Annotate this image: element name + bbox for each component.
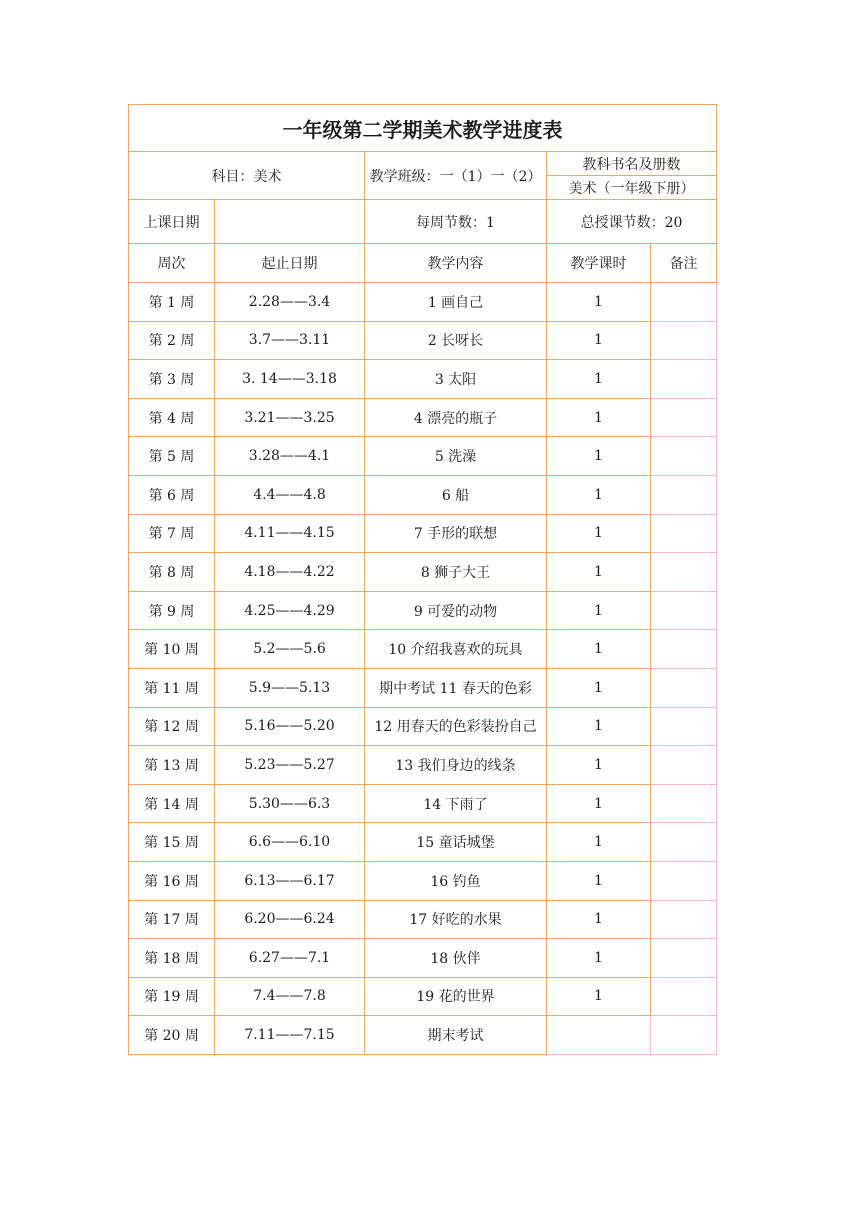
header-note: 备注 bbox=[651, 244, 717, 283]
note-cell bbox=[651, 437, 717, 476]
content-cell: 期中考试 11 春天的色彩 bbox=[365, 668, 547, 707]
content-cell: 9 可爱的动物 bbox=[365, 591, 547, 630]
content-cell: 5 洗澡 bbox=[365, 437, 547, 476]
week-cell: 第 16 周 bbox=[129, 861, 215, 900]
week-cell: 第 17 周 bbox=[129, 900, 215, 939]
content-cell: 10 介绍我喜欢的玩具 bbox=[365, 630, 547, 669]
note-cell bbox=[651, 668, 717, 707]
week-cell: 第 19 周 bbox=[129, 977, 215, 1016]
week-cell: 第 3 周 bbox=[129, 360, 215, 399]
note-cell bbox=[651, 977, 717, 1016]
note-cell bbox=[651, 591, 717, 630]
dates-cell: 5.2——5.6 bbox=[215, 630, 365, 669]
dates-cell: 3.21——3.25 bbox=[215, 398, 365, 437]
table-row bbox=[129, 823, 717, 862]
week-cell: 第 2 周 bbox=[129, 321, 215, 360]
table-row bbox=[129, 1016, 717, 1055]
table-row bbox=[129, 553, 717, 592]
note-cell bbox=[651, 475, 717, 514]
dates-cell: 5.9——5.13 bbox=[215, 668, 365, 707]
dates-cell: 5.23——5.27 bbox=[215, 746, 365, 785]
table-row bbox=[129, 591, 717, 630]
dates-cell: 6.27——7.1 bbox=[215, 939, 365, 978]
week-cell: 第 12 周 bbox=[129, 707, 215, 746]
table-row bbox=[129, 707, 717, 746]
week-cell: 第 8 周 bbox=[129, 553, 215, 592]
hours-cell: 1 bbox=[547, 321, 651, 360]
table-row bbox=[129, 900, 717, 939]
week-cell: 第 7 周 bbox=[129, 514, 215, 553]
weekly-lessons-cell: 每周节数：1 bbox=[365, 200, 547, 244]
week-cell: 第 14 周 bbox=[129, 784, 215, 823]
book-value-cell: 美术（一年级下册） bbox=[547, 176, 717, 200]
table-row bbox=[129, 861, 717, 900]
week-cell: 第 13 周 bbox=[129, 746, 215, 785]
hours-cell: 1 bbox=[547, 900, 651, 939]
note-cell bbox=[651, 630, 717, 669]
note-cell bbox=[651, 823, 717, 862]
hours-cell: 1 bbox=[547, 939, 651, 978]
content-cell: 19 花的世界 bbox=[365, 977, 547, 1016]
table-row bbox=[129, 668, 717, 707]
content-cell: 3 太阳 bbox=[365, 360, 547, 399]
dates-cell: 4.4——4.8 bbox=[215, 475, 365, 514]
hours-cell: 1 bbox=[547, 668, 651, 707]
dates-cell: 6.20——6.24 bbox=[215, 900, 365, 939]
header-dates: 起止日期 bbox=[215, 244, 365, 283]
hours-cell: 1 bbox=[547, 630, 651, 669]
dates-cell: 5.30——6.3 bbox=[215, 784, 365, 823]
content-cell: 12 用春天的色彩装扮自己 bbox=[365, 707, 547, 746]
dates-cell: 7.11——7.15 bbox=[215, 1016, 365, 1055]
hours-cell: 1 bbox=[547, 784, 651, 823]
week-rows bbox=[129, 283, 717, 1055]
note-cell bbox=[651, 398, 717, 437]
table-row bbox=[129, 630, 717, 669]
table-row bbox=[129, 437, 717, 476]
hours-cell: 1 bbox=[547, 977, 651, 1016]
note-cell bbox=[651, 283, 717, 322]
note-cell bbox=[651, 514, 717, 553]
content-cell: 4 漂亮的瓶子 bbox=[365, 398, 547, 437]
note-cell bbox=[651, 707, 717, 746]
total-lessons-cell: 总授课节数：20 bbox=[547, 200, 717, 244]
hours-cell: 1 bbox=[547, 707, 651, 746]
class-cell: 教学班级：一（1）一（2） bbox=[365, 152, 547, 200]
hours-cell bbox=[547, 1016, 651, 1055]
content-cell: 14 下雨了 bbox=[365, 784, 547, 823]
table-row bbox=[129, 321, 717, 360]
dates-cell: 7.4——7.8 bbox=[215, 977, 365, 1016]
content-cell: 8 狮子大王 bbox=[365, 553, 547, 592]
content-cell: 6 船 bbox=[365, 475, 547, 514]
dates-cell: 6.13——6.17 bbox=[215, 861, 365, 900]
table-row bbox=[129, 746, 717, 785]
header-content: 教学内容 bbox=[365, 244, 547, 283]
column-header-row bbox=[129, 244, 717, 283]
week-cell: 第 20 周 bbox=[129, 1016, 215, 1055]
content-cell: 期末考试 bbox=[365, 1016, 547, 1055]
week-cell: 第 15 周 bbox=[129, 823, 215, 862]
date-label-cell: 上课日期 bbox=[129, 200, 215, 244]
hours-cell: 1 bbox=[547, 861, 651, 900]
note-cell bbox=[651, 900, 717, 939]
book-label-cell: 教科书名及册数 bbox=[547, 152, 717, 176]
week-cell: 第 11 周 bbox=[129, 668, 215, 707]
table-row bbox=[129, 475, 717, 514]
note-cell bbox=[651, 746, 717, 785]
dates-cell: 3.7——3.11 bbox=[215, 321, 365, 360]
dates-cell: 4.11——4.15 bbox=[215, 514, 365, 553]
hours-cell: 1 bbox=[547, 360, 651, 399]
content-cell: 2 长呀长 bbox=[365, 321, 547, 360]
header-week: 周次 bbox=[129, 244, 215, 283]
table-title: 一年级第二学期美术教学进度表 bbox=[129, 105, 717, 152]
content-cell: 13 我们身边的线条 bbox=[365, 746, 547, 785]
hours-cell: 1 bbox=[547, 553, 651, 592]
table-row bbox=[129, 514, 717, 553]
note-cell bbox=[651, 321, 717, 360]
hours-cell: 1 bbox=[547, 437, 651, 476]
hours-cell: 1 bbox=[547, 746, 651, 785]
content-cell: 1 画自己 bbox=[365, 283, 547, 322]
table-row bbox=[129, 784, 717, 823]
dates-cell: 2.28——3.4 bbox=[215, 283, 365, 322]
hours-cell: 1 bbox=[547, 283, 651, 322]
hours-cell: 1 bbox=[547, 475, 651, 514]
dates-cell: 4.25——4.29 bbox=[215, 591, 365, 630]
dates-cell: 4.18——4.22 bbox=[215, 553, 365, 592]
week-cell: 第 10 周 bbox=[129, 630, 215, 669]
hours-cell: 1 bbox=[547, 591, 651, 630]
note-cell bbox=[651, 784, 717, 823]
header-hours: 教学课时 bbox=[547, 244, 651, 283]
week-cell: 第 9 周 bbox=[129, 591, 215, 630]
teaching-schedule-table bbox=[128, 104, 717, 1055]
table-row bbox=[129, 283, 717, 322]
dates-cell: 3. 14——3.18 bbox=[215, 360, 365, 399]
dates-cell: 3.28——4.1 bbox=[215, 437, 365, 476]
table-row bbox=[129, 939, 717, 978]
hours-cell: 1 bbox=[547, 398, 651, 437]
week-cell: 第 1 周 bbox=[129, 283, 215, 322]
content-cell: 7 手形的联想 bbox=[365, 514, 547, 553]
note-cell bbox=[651, 1016, 717, 1055]
hours-cell: 1 bbox=[547, 823, 651, 862]
note-cell bbox=[651, 861, 717, 900]
note-cell bbox=[651, 553, 717, 592]
week-cell: 第 4 周 bbox=[129, 398, 215, 437]
hours-cell: 1 bbox=[547, 514, 651, 553]
week-cell: 第 18 周 bbox=[129, 939, 215, 978]
date-value-cell bbox=[215, 200, 365, 244]
content-cell: 16 钓鱼 bbox=[365, 861, 547, 900]
subject-cell: 科目：美术 bbox=[129, 152, 365, 200]
content-cell: 18 伙伴 bbox=[365, 939, 547, 978]
table-row bbox=[129, 398, 717, 437]
table-row bbox=[129, 360, 717, 399]
dates-cell: 6.6——6.10 bbox=[215, 823, 365, 862]
week-cell: 第 6 周 bbox=[129, 475, 215, 514]
week-cell: 第 5 周 bbox=[129, 437, 215, 476]
content-cell: 15 童话城堡 bbox=[365, 823, 547, 862]
note-cell bbox=[651, 360, 717, 399]
dates-cell: 5.16——5.20 bbox=[215, 707, 365, 746]
content-cell: 17 好吃的水果 bbox=[365, 900, 547, 939]
table-row bbox=[129, 977, 717, 1016]
note-cell bbox=[651, 939, 717, 978]
